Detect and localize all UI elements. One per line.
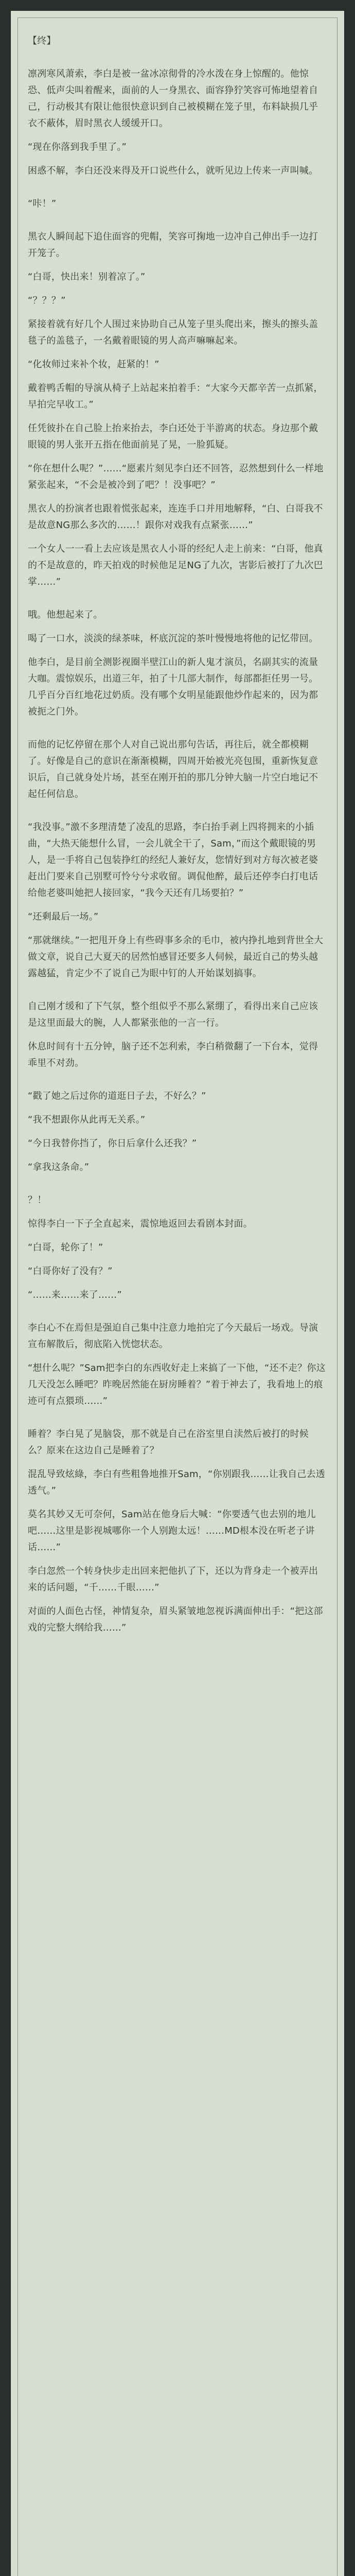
paragraph: “现在你落到我手里了。” (28, 142, 127, 152)
paragraph: 自己刚才缓和了下气氛，整个组似乎不那么紧绷了，看得出来自己应该是这里面最大的腕，人人都紧张他的一言一行。 (28, 1001, 318, 1028)
paragraph: 对面的人面色古怪，神情复杂，眉头紧皱地忽视诉满面伸出手：“把这部戏的完整大纲给我……” (28, 1606, 323, 1633)
paragraph-break (28, 187, 327, 196)
paragraph-break (28, 727, 327, 737)
paragraph: ？！ (28, 1195, 47, 1206)
paragraph: 哦。他想起来了。 (28, 609, 103, 620)
paragraph: 混乱导致炫綠，李白有些粗鲁地推开Sam，“你别跟我……让我自己去透透气。” (28, 1469, 325, 1496)
paragraph: 李白忽然一个转身快步走出回来把他扒了下，还以为背身走一个被弄出来的话问题，“千……千眼……” (28, 1566, 318, 1593)
paragraph: 惊得李白一下子全直起来，震惊地返回去看剧本封面。 (28, 1218, 253, 1229)
paragraph-break (28, 598, 327, 607)
paragraph: “咔！” (28, 198, 57, 209)
paragraph: 莫名其妙又无可奈何，Sam站在他身后大喊：“你要透气也去别的地儿吧……这里是影视城哪你一个人别跑太远！……MD根本没在听老子讲话……” (28, 1509, 316, 1553)
paragraph: “？？？” (28, 295, 66, 306)
paragraph: “今日我替你挡了，你日后拿什么还我？” (28, 1138, 197, 1149)
paragraph-break (28, 1183, 327, 1192)
paragraph: 他李白，是目前全测影视圈半壁江山的新人鬼才演员，名副其实的流量大咖。震惊娱乐，出道三年，拍了十几部大制作，每部都拒任男一号。几乎百分百红地花过奶质。没有哪个女明星能跟他炒作起来的，因为都被扼之门外。 (28, 657, 318, 717)
paragraph: “戳了她之后过你的道逛日子去，不好么？” (28, 1091, 206, 1101)
paragraph-break (28, 989, 327, 998)
paragraph: “我不想跟你从此再无关系。” (28, 1114, 146, 1125)
paragraph: “白哥，轮你了！” (28, 1242, 103, 1253)
paragraph: “还剩最后一场。” (28, 911, 99, 922)
paragraph-break (28, 810, 327, 819)
paragraph: “我没事。”激不多理清楚了凌乱的思路，李白抬手剥上四将拥来的小插曲，“大热天能想什么冒，一会儿就全干了，Sam，”而这个戴眼镜的男人，是一手将自己包装挣红的经纪人兼好友，您情好到对方每次被老婆赶出门要来自己别墅可怜兮兮求收留。调侃他醉，最后还停李白打电话给他老婆叫她把人接回家，“我今天还有几场要拍？” (28, 822, 318, 899)
paragraph: “想什么呢？”Sam把李白的东西收好走上来搞了一下他，“还不走？你这几天没怎么睡吧？昨晚居然能在厨房睡着？”着于神去了，我看地上的痕迹可有点猥琐……” (28, 1363, 326, 1406)
paragraph: 紧接着就有好几个人围过来协助自己从笼子里头爬出来，擦头的擦头盖毯子的盖毯子，一名戴着眼镜的男人高声嘛嘛起来。 (28, 319, 318, 346)
paragraph: 黑衣人的扮演者也跟着慌张起来，连连手口并用地解释，“白、白哥我不是故意NG那么多次的……！跟你对戏我有点紧张……” (28, 503, 323, 531)
paragraph: 睡着？李白晃了晃脑袋，那不就是自己在浴室里自渎然后被打的时候么？原来在这边自己是睡着了？ (28, 1429, 309, 1456)
paragraph-break (28, 1311, 327, 1320)
paragraph: “那就继续。”一把甩开身上有些碍事多余的毛巾，被内挣扎地到背世全大做文章，说自己大夏天的居然怕感冒还要多人伺候，最近自己的势头越露越猛，肯定少不了说自己为眼中钉的人开始谋划搞事。 (28, 935, 324, 979)
paragraph: 李白心不在焉但是强迫自己集中注意力地拍完了今天最后一场戏。导演宣布解散后，彻底陷入恍惚状态。 (28, 1323, 318, 1350)
paragraph: “……来……来了……” (28, 1290, 122, 1300)
paragraph: “拿我这条命。” (28, 1162, 90, 1173)
paragraph: 而他的记忆停留在那个人对自己说出那句告话，再往后，就全都模糊了。好像是自己的意识在渐渐模糊，四周开始被光亮包围，重新恢复意识后，自己就身处片场，甚至在刚开拍的那几分钟大脑一片空白地记不起任何信息。 (28, 739, 318, 800)
paragraph: 困惑不解，李白还没来得及开口说些什么，就听见边上传来一声叫喊。 (28, 165, 318, 176)
paragraph: 凛冽寒风萧索，李白是被一盆冰凉彻骨的冷水泼在身上惊醒的。他惊恐、低声尖叫着醒来，面前的人一身黑衣、面容狰狞笑容可怖地望着自己，行动极其有限让他很快意识到自己被模糊在笼子里，布料缺损几乎衣不蔽体，眉时黑衣人缓缓开口。 (28, 69, 318, 129)
paragraph: “白哥，快出来！别着凉了。” (28, 272, 146, 282)
paragraph-break (28, 219, 327, 229)
paragraph: “你在想什么呢？”……“愿素片刻见李白还不回答，忍然想到什么一样地紧张起来，“不会是被冷到了吧？！没事吧？” (28, 463, 324, 490)
note-page (10, 10, 345, 2576)
paragraph-break (28, 57, 327, 66)
paragraph: 戴着鸭舌帽的导演从椅子上站起来拍着手：“大家今天都辛苦一点抓紧，早拍完早收工。” (28, 383, 323, 410)
paragraph-break (28, 1079, 327, 1088)
paragraph: 【终】 (28, 36, 56, 46)
paragraph: 任凭彼扑在自己脸上抬来抬去，李白还处于半游离的状态。身边那个戴眼镜的男人张开五指在他面前晃了晃，一脸狐疑。 (28, 423, 318, 450)
paragraph-break (28, 1417, 327, 1426)
paragraph: 休息时间有十五分钟，脑子还不怎利索，李白稍微翻了一下台本，觉得乖里不对劲。 (28, 1041, 318, 1069)
paragraph: 黑衣人瞬间起下追住面容的兜帽，笑容可掬地一边冲自己伸出手一边打开笼子。 (28, 231, 318, 259)
story-text (28, 33, 327, 2576)
paragraph: 喝了一口水，淡淡的绿茶味，杯底沉淀的茶叶慢慢地将他的记忆带回。 (28, 633, 318, 644)
paragraph: “化妆师过来补个妆，赶紧的！” (28, 359, 159, 370)
paragraph: 一个女人一一看上去应该是黑衣人小哥的经纪人走上前来：“白哥，他真的不是故意的，昨天拍戏的时候他足足NG了九次，害影后被打了九次巴掌……” (28, 544, 323, 587)
paragraph: “白哥你好了没有？” (28, 1266, 113, 1277)
